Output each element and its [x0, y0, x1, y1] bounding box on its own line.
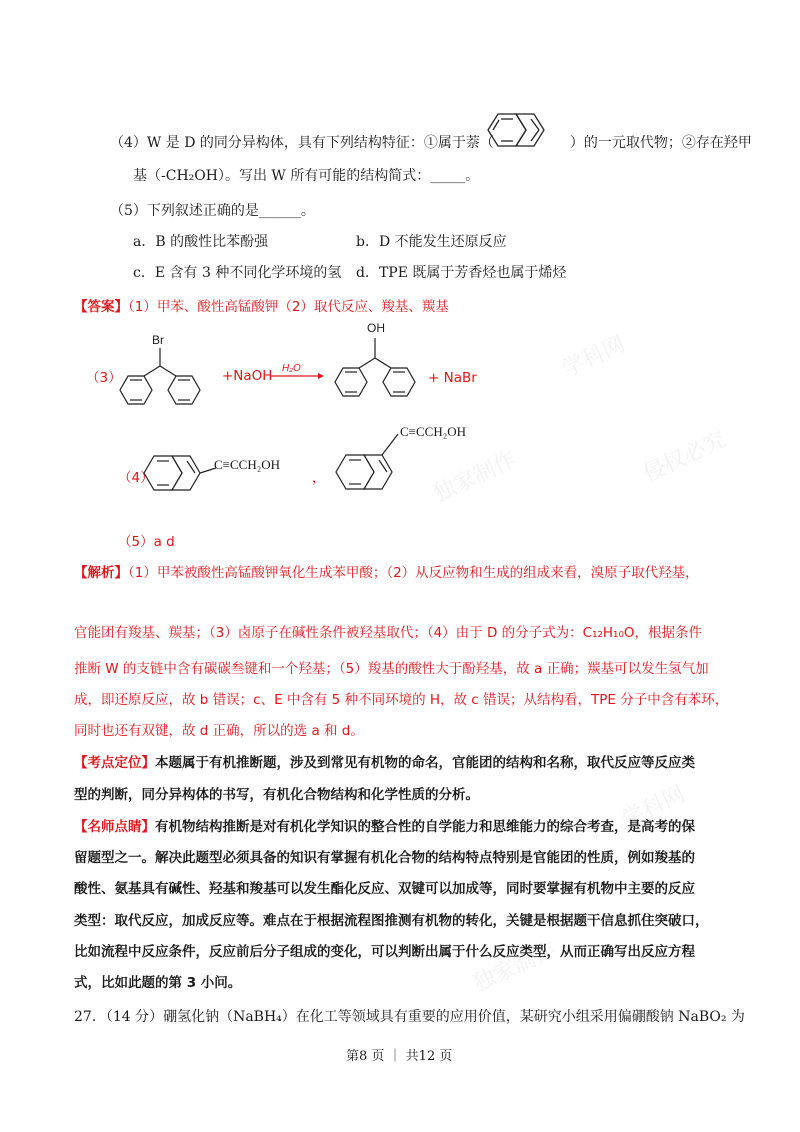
- option-b: b．D 不能发生还原反应: [356, 234, 507, 250]
- propargyl-group-1: C≡CCH₂OH: [214, 457, 281, 472]
- analysis-line-3: 推断 W 的支链中含有碳碳叁键和一个羟基；（5）羧基的酸性大于酚羟基，故 a 正确；羰基可以发生氢气加: [74, 661, 709, 677]
- mingshi-line-4: 类型：取代反应，加成反应等。难点在于根据流程图推测有机物的转化，关键是根据题干信息抓住突破口，: [74, 913, 709, 929]
- analysis-line-2: 官能团有羧基、羰基；（3）卤原子在碱性条件被羟基取代；（4）由于 D 的分子式为：C₁₂H₁₀O，根据条件: [74, 625, 703, 641]
- question-4-line-2: 基（-CH₂OH）。写出 W 所有可能的结构简式：_____。: [133, 168, 480, 184]
- option-d: d．TPE 既属于芳香烃也属于烯烃: [356, 265, 567, 281]
- mingshi-line-3: 酸性、氨基具有碱性、羟基和羧基可以发生酯化反应、双键可以加成等，同时要掌握有机物中主要的反应: [74, 881, 695, 897]
- answer-part-4-label: （4）: [118, 470, 154, 486]
- watermark: 学科网: [558, 332, 630, 383]
- mingshi-line-6: 式，比如此题的第 3 小问。: [74, 975, 242, 991]
- answer-part-3-label: （3）: [86, 370, 122, 386]
- question-27-line: 27．（14 分）硼氢化钠（NaBH₄）在化工等领域具有重要的应用价值，某研究小组采用偏硼酸钠 NaBO₂ 为: [74, 1009, 745, 1025]
- condition-label: H₂O: [282, 363, 301, 374]
- reagent-naoh: +NaOH: [222, 368, 273, 384]
- answer-line: 【答案】（1）甲苯、酸性高锰酸钾（2）取代反应、羧基、羰基: [74, 299, 449, 315]
- question-4-line-1: （4）W 是 D 的同分异构体，具有下列结构特征：①属于萘（ ）的一元取代物；②存在羟甲: [110, 135, 752, 151]
- analysis-line-4: 成，即还原反应，故 b 错误；c、E 中含有 5 种不同环境的 H，故 c 错误；从结构看，TPE 分子中含有苯环，: [74, 692, 729, 708]
- watermark: 独家制作: [429, 447, 521, 508]
- analysis-tag: 【解析】: [74, 565, 128, 581]
- product-structure: [325, 310, 435, 416]
- reaction-arrow: [268, 360, 324, 384]
- answer-tag: 【答案】: [74, 299, 128, 315]
- mingshi-line-1: 【名师点睛】有机物结构推断是对有机化学知识的整合性的自学能力和思维能力的综合考查，是高考的保: [74, 819, 695, 835]
- kaodian-line-2: 型的判断，同分异构体的书写，有机化合物结构和化学性质的分析。: [74, 787, 479, 803]
- analysis-line-5: 同时也还有双键，故 d 正确，所以的选 a 和 d。: [74, 723, 364, 739]
- question-5-stem: （5）下列叙述正确的是______。: [110, 203, 315, 219]
- bromine-label: Br: [152, 333, 164, 347]
- mingshi-tag: 【名师点睛】: [74, 819, 155, 835]
- byproduct-nabr: + NaBr: [428, 370, 477, 386]
- analysis-line-1: 【解析】（1）甲苯被酸性高锰酸钾氧化生成苯甲酸；（2）从反应物和生成的组成来看，溴原子取代羟基，: [74, 565, 699, 581]
- naphthalene-structure: [478, 108, 552, 152]
- watermark: 侵权必究: [639, 427, 731, 488]
- isomer-2-naphthyl-structure: [138, 448, 218, 498]
- watermark: 学科网: [618, 782, 690, 833]
- reactant-structure: [110, 318, 230, 418]
- kaodian-tag: 【考点定位】: [74, 755, 155, 771]
- propargyl-group-2: C≡CCH₂OH: [400, 424, 467, 439]
- hydroxyl-label: OH: [367, 321, 385, 335]
- mingshi-line-2: 留题型之一。解决此题型必须具备的知识有掌握有机化合物的结构特点特别是官能团的性质，例如羧基的: [74, 850, 695, 866]
- option-a: a．B 的酸性比苯酚强: [133, 234, 269, 250]
- mingshi-line-5: 比如流程中反应条件，反应前后分子组成的变化，可以判断出属于什么反应类型，从而正确写出反应方程: [74, 944, 695, 960]
- kaodian-line-1: 【考点定位】本题属于有机推断题，涉及到常见有机物的命名，官能团的结构和名称，取代反应等反应类: [74, 755, 695, 771]
- page-footer: 第8 页 ｜ 共12 页: [346, 1049, 453, 1064]
- separator-comma: ，: [312, 470, 326, 486]
- watermark: 独家制作: [469, 937, 561, 998]
- option-c: c．E 含有 3 种不同化学环境的氢: [133, 265, 342, 281]
- answer-part-5: （5）a d: [118, 534, 175, 550]
